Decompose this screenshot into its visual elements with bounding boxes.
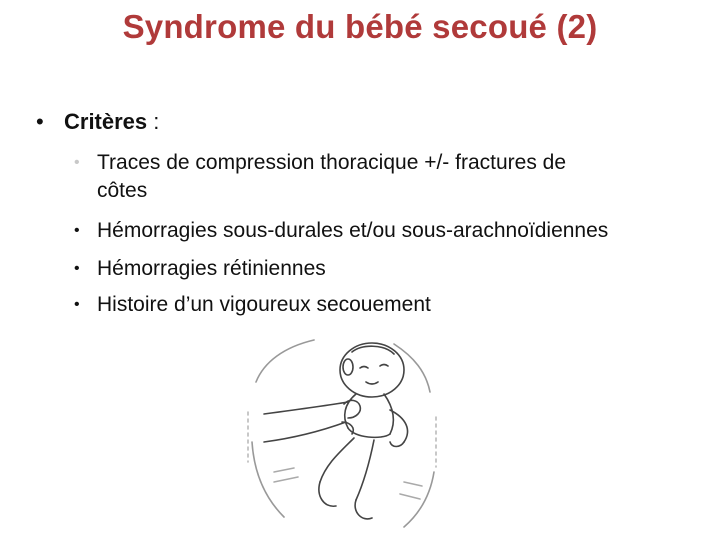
list-item-text: Hémorragies sous-durales et/ou sous-arachnoïdiennes [97, 219, 609, 242]
criteria-suffix: : [147, 109, 160, 134]
bullet-glyph: • [74, 222, 80, 239]
list-item-text: Hémorragies rétiniennes [97, 257, 326, 280]
bullet-glyph: • [74, 154, 80, 171]
list-item-text: Histoire d’un vigoureux secouement [97, 293, 431, 316]
list-item-text: côtes [97, 179, 148, 202]
criteria-label: Critères [64, 109, 148, 134]
list-item-text: Traces de compression thoracique +/- fractures de [97, 151, 567, 174]
bullet-glyph: • [36, 109, 44, 134]
bullet-glyph: • [74, 296, 80, 313]
bullet-glyph: • [74, 260, 80, 277]
shaken-baby-illustration [244, 322, 440, 532]
slide-title: Syndrome du bébé secoué (2) [122, 8, 598, 45]
criteria-heading [36, 109, 159, 135]
